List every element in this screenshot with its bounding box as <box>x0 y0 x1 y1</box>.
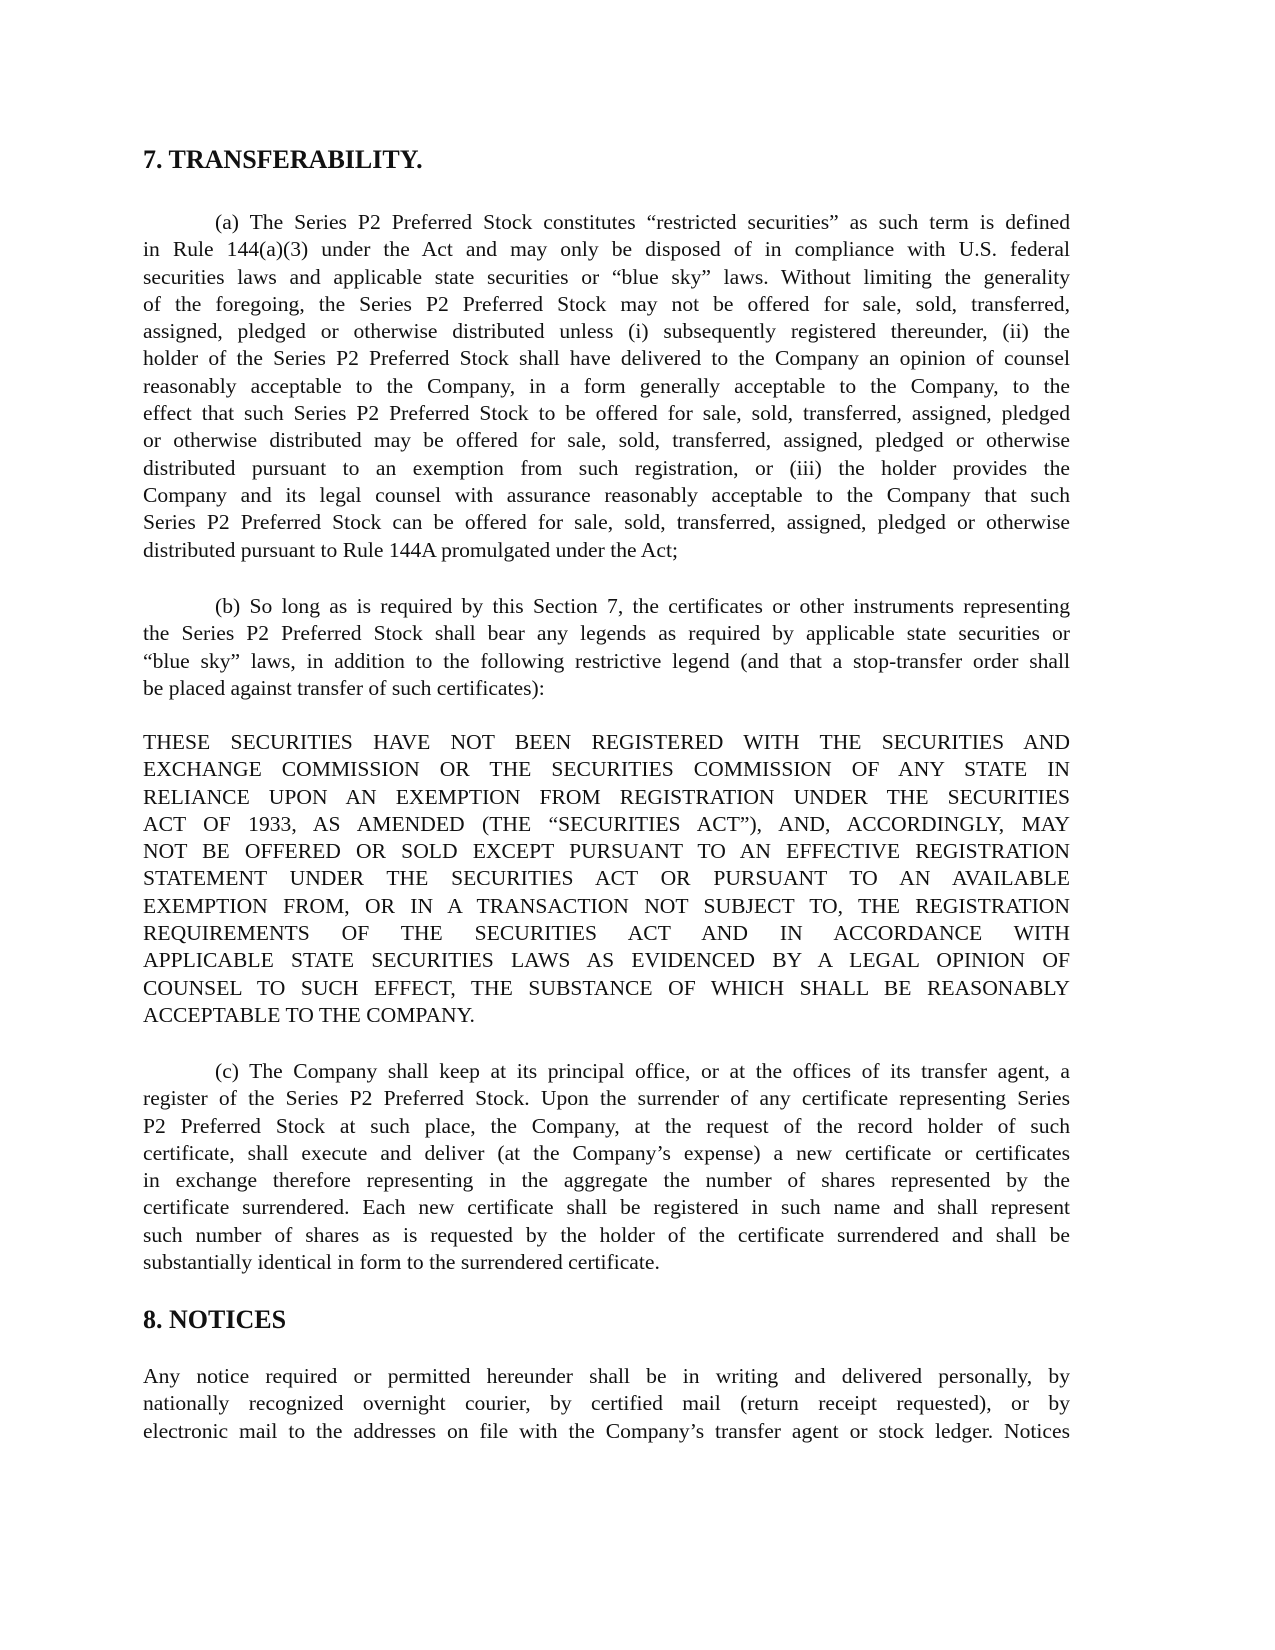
paragraph-a <box>143 209 1070 564</box>
text-line: of the foregoing, the Series P2 Preferred Stock may not be offered for sale, sold, transferred, <box>143 291 1070 316</box>
text-line: such number of shares as is requested by the holder of the certificate surrendered and shall be <box>143 1222 1070 1247</box>
text-line: nationally recognized overnight courier, by certified mail (return receipt requested), or by <box>143 1391 1070 1416</box>
text-line: reasonably acceptable to the Company, in a form generally acceptable to the Company, to the <box>143 373 1070 398</box>
text-line: EXCHANGE COMMISSION OR THE SECURITIES COMMISSION OF ANY STATE IN <box>143 757 1070 782</box>
text-line: APPLICABLE STATE SECURITIES LAWS AS EVIDENCED BY A LEGAL OPINION OF <box>143 948 1070 973</box>
text-line: securities laws and applicable state securities or “blue sky” laws. Without limiting the generality <box>143 264 1070 289</box>
text-line: the Series P2 Preferred Stock shall bear any legends as required by applicable state securities or <box>143 621 1070 646</box>
text-line: assigned, pledged or otherwise distributed unless (i) subsequently registered thereunder, (ii) the <box>143 319 1070 344</box>
text-line: RELIANCE UPON AN EXEMPTION FROM REGISTRATION UNDER THE SECURITIES <box>143 784 1070 809</box>
text-line: Company and its legal counsel with assurance reasonably acceptable to the Company that such <box>143 482 1070 507</box>
text-line: certificate surrendered. Each new certificate shall be registered in such name and shall represent <box>143 1195 1070 1220</box>
text-line: ACT OF 1933, AS AMENDED (THE “SECURITIES ACT”), AND, ACCORDINGLY, MAY <box>143 811 1070 836</box>
text-line: (b) So long as is required by this Section 7, the certificates or other instruments representing <box>215 594 1070 618</box>
paragraph-c <box>143 1058 1070 1276</box>
text-line: in exchange therefore representing in the aggregate the number of shares represented by the <box>143 1168 1070 1193</box>
text-line: STATEMENT UNDER THE SECURITIES ACT OR PURSUANT TO AN AVAILABLE <box>143 866 1070 891</box>
text-line: register of the Series P2 Preferred Stock. Upon the surrender of any certificate representing Series <box>143 1086 1070 1111</box>
paragraph-b <box>143 593 1070 702</box>
text-line: Any notice required or permitted hereunder shall be in writing and delivered personally, by <box>143 1364 1070 1388</box>
text-line: (a) The Series P2 Preferred Stock constitutes “restricted securities” as such term is defined <box>215 210 1070 234</box>
text-line: distributed pursuant to an exemption from such registration, or (iii) the holder provides the <box>143 455 1070 480</box>
paragraph-notices <box>143 1363 1070 1445</box>
text-line: electronic mail to the addresses on file with the Company’s transfer agent or stock ledger. Notices <box>143 1418 1070 1443</box>
section-heading-transferability: 7. TRANSFERABILITY. <box>143 145 423 174</box>
text-line: REQUIREMENTS OF THE SECURITIES ACT AND IN ACCORDANCE WITH <box>143 921 1070 946</box>
text-line: substantially identical in form to the surrendered certificate. <box>143 1250 660 1275</box>
text-line: be placed against transfer of such certificates): <box>143 675 545 700</box>
text-line: ACCEPTABLE TO THE COMPANY. <box>143 1002 475 1027</box>
text-line: NOT BE OFFERED OR SOLD EXCEPT PURSUANT TO AN EFFECTIVE REGISTRATION <box>143 839 1070 864</box>
text-line: effect that such Series P2 Preferred Stock to be offered for sale, sold, transferred, assigned, pledged <box>143 401 1070 426</box>
text-line: (c) The Company shall keep at its principal office, or at the offices of its transfer agent, a <box>215 1059 1070 1083</box>
text-line: certificate, shall execute and deliver (at the Company’s expense) a new certificate or certificates <box>143 1140 1070 1165</box>
text-line: Series P2 Preferred Stock can be offered for sale, sold, transferred, assigned, pledged or otherwise <box>143 510 1070 535</box>
text-line: in Rule 144(a)(3) under the Act and may only be disposed of in compliance with U.S. federal <box>143 237 1070 262</box>
text-line: THESE SECURITIES HAVE NOT BEEN REGISTERED WITH THE SECURITIES AND <box>143 730 1070 754</box>
text-line: or otherwise distributed may be offered for sale, sold, transferred, assigned, pledged or otherwise <box>143 428 1070 453</box>
section-heading-notices: 8. NOTICES <box>143 1305 287 1334</box>
text-line: holder of the Series P2 Preferred Stock shall have delivered to the Company an opinion of counsel <box>143 346 1070 371</box>
text-line: “blue sky” laws, in addition to the following restrictive legend (and that a stop-transfer order shall <box>143 648 1070 673</box>
text-line: P2 Preferred Stock at such place, the Company, at the request of the record holder of such <box>143 1113 1070 1138</box>
text-line: EXEMPTION FROM, OR IN A TRANSACTION NOT SUBJECT TO, THE REGISTRATION <box>143 893 1070 918</box>
text-line: COUNSEL TO SUCH EFFECT, THE SUBSTANCE OF WHICH SHALL BE REASONABLY <box>143 975 1070 1000</box>
restrictive-legend <box>143 729 1070 1029</box>
text-line: distributed pursuant to Rule 144A promulgated under the Act; <box>143 537 678 562</box>
